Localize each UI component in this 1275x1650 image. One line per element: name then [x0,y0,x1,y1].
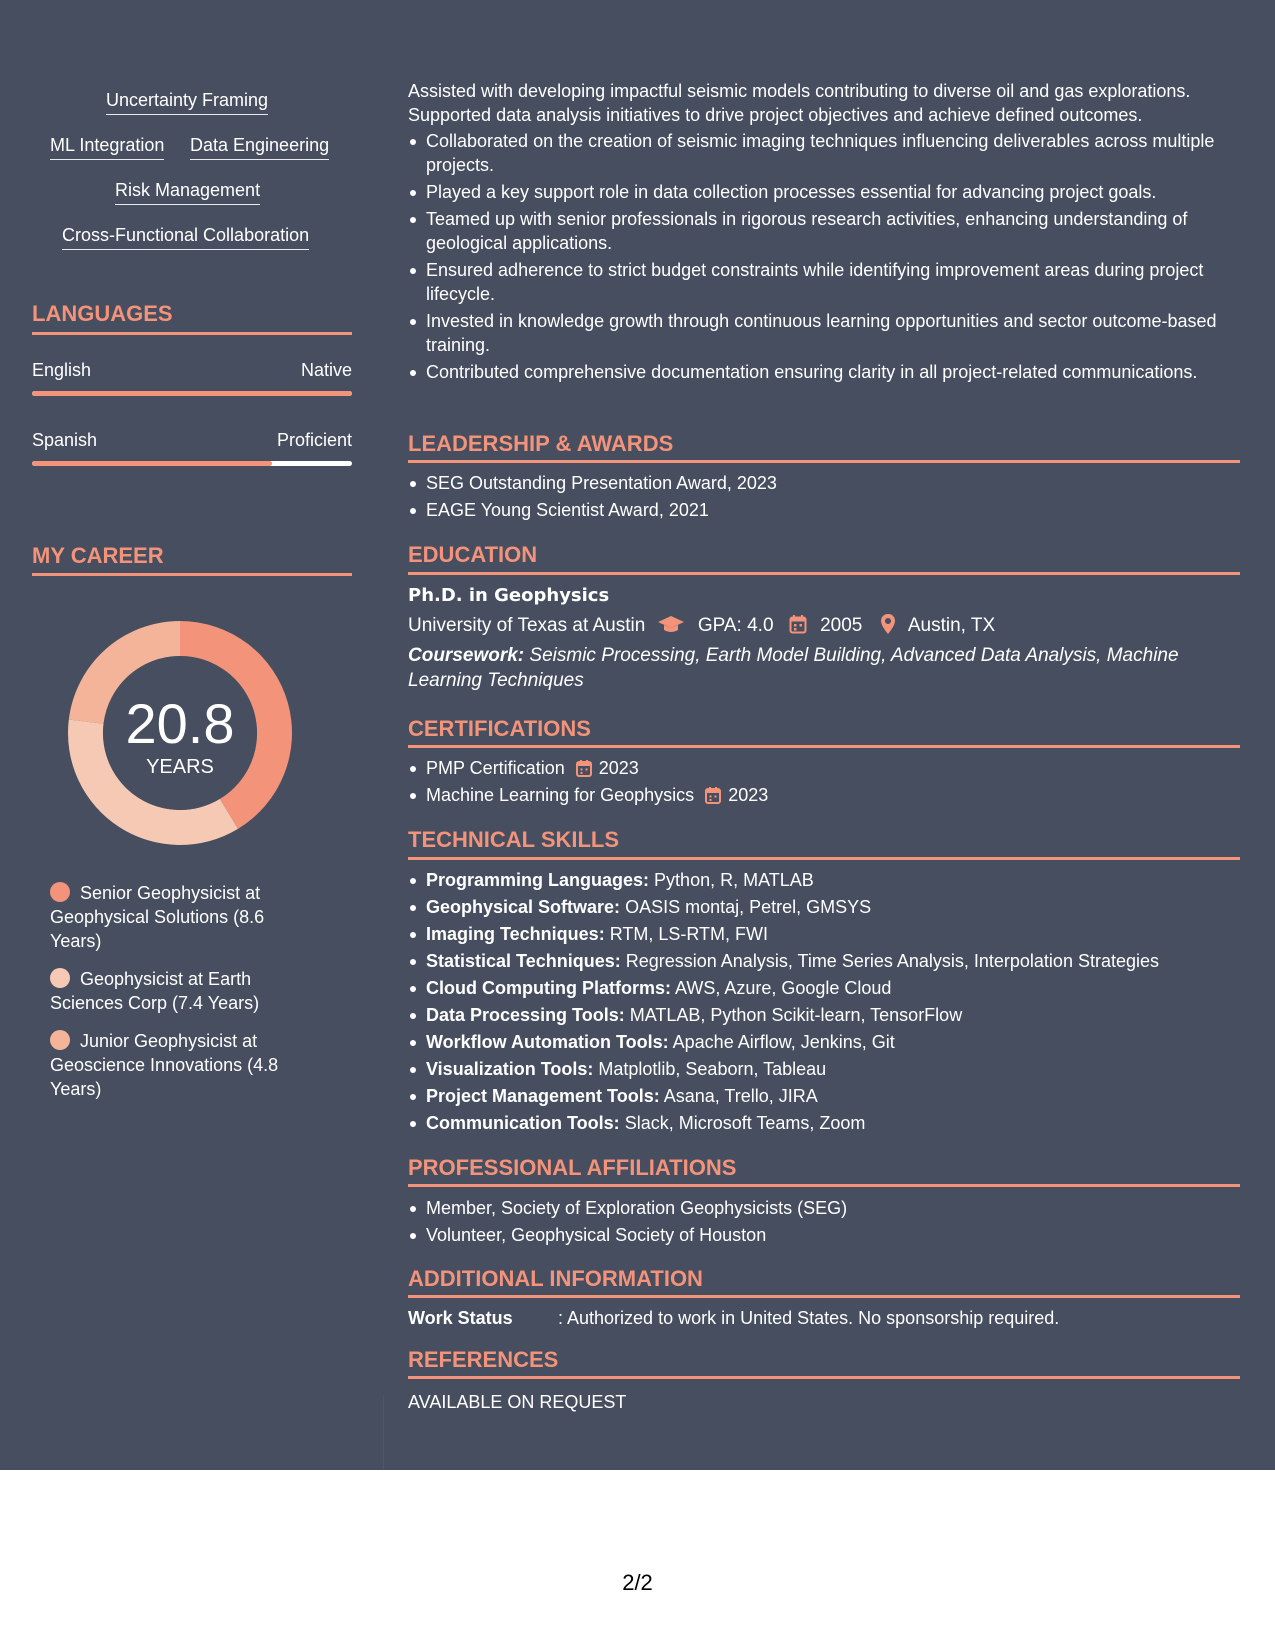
list-item [426,1111,1258,1135]
legend-label: Geophysicist at Earth Sciences Corp (7.4 Years) [50,969,260,1013]
language-bar [32,391,352,396]
technical-skills-list [408,868,1258,1135]
list-item [426,976,1258,1000]
gpa: GPA: 4.0 [697,615,774,636]
experience-bullets [408,129,1258,384]
list-item [426,868,1258,892]
skill-label: Visualization Tools: [426,1059,594,1079]
legend-dot [50,1030,70,1050]
languages-heading: LANGUAGES [32,301,173,326]
list-item [426,1003,1258,1027]
list-item: Member, Society of Exploration Geophysicists (SEG) [426,1196,1258,1220]
career-donut-chart [60,613,300,853]
skill-label: Statistical Techniques: [426,951,621,971]
skill-label: Communication Tools: [426,1113,620,1133]
skill-value: Regression Analysis, Time Series Analysis, Interpolation Strategies [625,951,1159,971]
affiliations-heading: PROFESSIONAL AFFILIATIONS [408,1155,737,1180]
references-heading: REFERENCES [408,1347,559,1372]
page-number: 2/2 [622,1570,653,1595]
certifications-list [408,756,1258,807]
career-rule [32,573,352,576]
language-name: Spanish [32,430,98,450]
list-item: Volunteer, Geophysical Society of Houston [426,1223,1258,1247]
education-location: Austin, TX [907,615,996,636]
certification-name: PMP Certification [426,758,565,778]
skill-label: Cloud Computing Platforms: [426,978,671,998]
list-item: Contributed comprehensive documentation ensuring clarity in all project-related communications. [426,360,1258,384]
experience-summary: Assisted with developing impactful seismic models contributing to diverse oil and gas explorations. Supported data analysis initiatives to drive project objectives and achieve defined outcomes. [408,81,1191,125]
education-details [408,613,1240,639]
list-item [426,783,1258,807]
additional-info-rule [408,1295,1240,1298]
language-bar [32,461,352,466]
certification-year: 2023 [728,785,769,805]
list-item [426,1084,1258,1108]
work-status-value: : Authorized to work in United States. No sponsorship required. [558,1308,1060,1328]
certifications-rule [408,745,1240,748]
career-heading: MY CAREER [32,543,164,568]
language-name: English [32,360,92,380]
skill-label: Project Management Tools: [426,1086,660,1106]
skill-value: OASIS montaj, Petrel, GMSYS [625,897,872,917]
location-pin-icon [880,613,896,635]
column-divider [383,1395,384,1470]
technical-skills-rule [408,857,1240,860]
calendar-icon [705,786,721,804]
skill-value: MATLAB, Python Scikit-learn, TensorFlow [629,1005,963,1025]
language-level: Proficient [276,430,352,450]
awards-rule [408,460,1240,463]
calendar-icon [576,759,592,777]
list-item [426,756,1258,780]
references-text: AVAILABLE ON REQUEST [408,1392,627,1412]
skill-value: Slack, Microsoft Teams, Zoom [624,1113,866,1133]
technical-skills-heading: TECHNICAL SKILLS [408,827,620,852]
coursework-text: Seismic Processing, Earth Model Building, Advanced Data Analysis, Machine Learning Techniques [408,645,1179,691]
list-item: SEG Outstanding Presentation Award, 2023 [426,471,1258,495]
graduation-year: 2005 [820,615,863,636]
coursework-label: Coursework: [408,645,525,666]
education-heading: EDUCATION [408,542,538,567]
skill-value: Python, R, MATLAB [654,870,814,890]
list-item: Invested in knowledge growth through continuous learning opportunities and sector outcome-based training. [426,309,1258,357]
certifications-heading: CERTIFICATIONS [408,716,591,741]
skill-value: Apache Airflow, Jenkins, Git [672,1032,895,1052]
certification-year: 2023 [598,758,639,778]
list-item [426,1057,1258,1081]
coursework [408,643,1240,693]
career-legend-item [50,1029,300,1101]
awards-list [408,471,1258,522]
skill-label: Workflow Automation Tools: [426,1032,669,1052]
skill-tag: Data Engineering [190,134,329,160]
list-item [426,895,1258,919]
skill-value: RTM, LS-RTM, FWI [609,924,769,944]
list-item: EAGE Young Scientist Award, 2021 [426,498,1258,522]
career-total-unit: YEARS [146,756,214,778]
additional-info-heading: ADDITIONAL INFORMATION [408,1266,703,1291]
list-item [426,922,1258,946]
skill-value: Matplotlib, Seaborn, Tableau [598,1059,827,1079]
list-item: Played a key support role in data collection processes essential for advancing project goals. [426,180,1258,204]
affiliations-rule [408,1184,1240,1187]
graduation-cap-icon [657,614,685,634]
list-item [426,1030,1258,1054]
skill-label: Data Processing Tools: [426,1005,625,1025]
education-rule [408,572,1240,575]
career-legend-item [50,881,300,953]
skill-label: Imaging Techniques: [426,924,605,944]
awards-heading: LEADERSHIP & AWARDS [408,431,674,456]
list-item: Collaborated on the creation of seismic imaging techniques influencing deliverables across multiple projects. [426,129,1258,177]
skill-label: Geophysical Software: [426,897,621,917]
calendar-icon [789,614,807,634]
languages-rule [32,332,352,335]
career-total-value: 20.8 [125,692,235,755]
affiliations-list [408,1196,1258,1247]
legend-label: Senior Geophysicist at Geophysical Solutions (8.6 Years) [50,883,265,951]
references-rule [408,1376,1240,1379]
skill-tag: Cross-Functional Collaboration [62,224,309,250]
list-item: Ensured adherence to strict budget constraints while identifying improvement areas during project lifecycle. [426,258,1258,306]
legend-dot [50,968,70,988]
list-item: Teamed up with senior professionals in rigorous research activities, enhancing understanding of geological applications. [426,207,1258,255]
legend-dot [50,882,70,902]
sidebar [32,0,352,1470]
language-level: Native [300,360,352,380]
language-bar-fill [32,391,352,396]
work-status-label: Work Status [408,1308,513,1328]
skill-label: Programming Languages: [426,870,650,890]
language-bar-fill [32,461,272,466]
skill-tag: Uncertainty Framing [106,89,268,115]
certification-name: Machine Learning for Geophysics [426,785,695,805]
degree-title: Ph.D. in Geophysics [408,585,610,606]
skill-tag: ML Integration [50,134,164,160]
career-legend-item [50,967,300,1015]
legend-label: Junior Geophysicist at Geoscience Innovations (4.8 Years) [50,1031,279,1099]
skill-value: Asana, Trello, JIRA [663,1086,818,1106]
work-status-row [408,1306,1240,1330]
list-item [426,949,1258,973]
skill-value: AWS, Azure, Google Cloud [675,978,892,998]
school-name: University of Texas at Austin [408,615,646,636]
skill-tag: Risk Management [115,179,260,205]
